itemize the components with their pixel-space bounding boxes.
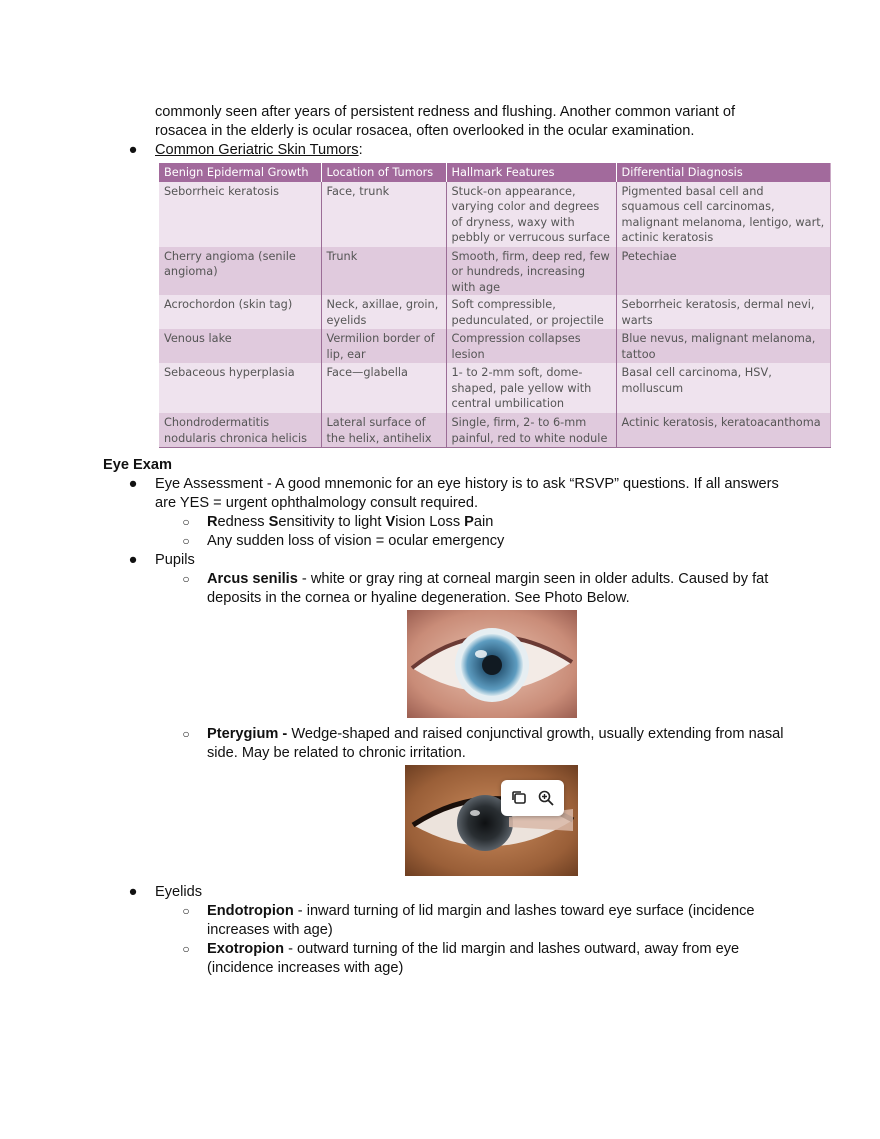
exotropion-line-2: (incidence increases with age): [207, 960, 404, 976]
pterygium-line-2: side. May be related to chronic irritation.: [207, 745, 466, 761]
eyelids-label: Eyelids: [155, 884, 203, 900]
table-cell: Acrochordon (skin tag): [159, 295, 321, 329]
table-cell: Single, firm, 2- to 6-mm painful, red to white nodule: [446, 413, 616, 447]
exotropion-line-1: Exotropion - outward turning of the lid margin and lashes outward, away from eye: [207, 941, 740, 957]
skin-tumors-table: [159, 163, 831, 448]
table-header-cell: Location of Tumors: [321, 163, 446, 182]
table-cell: Seborrheic keratosis, dermal nevi, warts: [616, 295, 830, 329]
table-cell: Neck, axillae, groin, eyelids: [321, 295, 446, 329]
pterygium-line-1: Pterygium - Wedge-shaped and raised conjunctival growth, usually extending from nasal: [207, 726, 784, 742]
table-cell: Face—glabella: [321, 363, 446, 413]
table-cell: Lateral surface of the helix, antihelix: [321, 413, 446, 447]
sub-bullet-icon: ○: [182, 727, 190, 741]
bullet-icon: ●: [128, 552, 138, 568]
table-cell: Cherry angioma (senile angioma): [159, 247, 321, 296]
table-row: [159, 182, 830, 247]
table-cell: Actinic keratosis, keratoacanthoma: [616, 413, 830, 447]
sub-bullet-icon: ○: [182, 534, 190, 548]
arcus-line-1: Arcus senilis - white or gray ring at corneal margin seen in older adults. Caused by fat: [207, 571, 769, 587]
table-cell: Vermilion border of lip, ear: [321, 329, 446, 363]
assessment-line-1: Eye Assessment - A good mnemonic for an eye history is to ask “RSVP” questions. If all answers: [155, 476, 779, 492]
zoom-in-icon[interactable]: [537, 789, 555, 807]
intro-line-1: commonly seen after years of persistent redness and flushing. Another common variant of: [155, 104, 735, 120]
section-heading: Eye Exam: [103, 457, 172, 473]
table-cell: Pigmented basal cell and squamous cell carcinomas, malignant melanoma, lentigo, wart, actinic keratosis: [616, 182, 830, 247]
table-cell: Soft compressible, pedunculated, or projectile: [446, 295, 616, 329]
sub-bullet-icon: ○: [182, 515, 190, 529]
table-cell: Stuck-on appearance, varying color and degrees of dryness, waxy with pebbly or verrucous surface: [446, 182, 616, 247]
table-cell: Face, trunk: [321, 182, 446, 247]
table-cell: 1- to 2-mm soft, dome-shaped, pale yellow with central umbilication: [446, 363, 616, 413]
assessment-line-2: are YES = urgent ophthalmology consult required.: [155, 495, 479, 511]
rsvp-mnemonic: Redness Sensitivity to light Vision Loss Pain: [207, 514, 494, 530]
table-cell: Sebaceous hyperplasia: [159, 363, 321, 413]
table-cell: Basal cell carcinoma, HSV, molluscum: [616, 363, 830, 413]
tumors-label: Common Geriatric Skin Tumors:: [155, 142, 363, 158]
table-row: [159, 329, 830, 363]
table-header-cell: Hallmark Features: [446, 163, 616, 182]
table-row: [159, 295, 830, 329]
table-cell: Seborrheic keratosis: [159, 182, 321, 247]
bullet-icon: ●: [128, 884, 138, 900]
intro-line-2: rosacea in the elderly is ocular rosacea, often overlooked in the ocular examination.: [155, 123, 695, 139]
endotropion-line-1: Endotropion - inward turning of lid margin and lashes toward eye surface (incidence: [207, 903, 755, 919]
endotropion-line-2: increases with age): [207, 922, 333, 938]
arcus-line-2: deposits in the cornea or hyaline degeneration. See Photo Below.: [207, 590, 630, 606]
table-row: [159, 413, 830, 447]
table-row: [159, 363, 830, 413]
bullet-icon: ●: [128, 476, 138, 492]
table-cell: Trunk: [321, 247, 446, 296]
table-cell: Petechiae: [616, 247, 830, 296]
table-cell: Chondrodermatitis nodularis chronica helicis: [159, 413, 321, 447]
table-cell: Compression collapses lesion: [446, 329, 616, 363]
table-header-row: [159, 163, 830, 182]
table-header-cell: Differential Diagnosis: [616, 163, 830, 182]
sub-bullet-icon: ○: [182, 904, 190, 918]
table-row: [159, 247, 830, 296]
sub-bullet-icon: ○: [182, 572, 190, 586]
table-cell: Venous lake: [159, 329, 321, 363]
copy-icon[interactable]: [510, 789, 528, 807]
tumors-link[interactable]: Common Geriatric Skin Tumors: [155, 142, 359, 158]
image-toolbar: [501, 780, 564, 816]
emergency-note: Any sudden loss of vision = ocular emergency: [207, 533, 505, 549]
table-header-cell: Benign Epidermal Growth: [159, 163, 321, 182]
sub-bullet-icon: ○: [182, 942, 190, 956]
table-cell: Blue nevus, malignant melanoma, tattoo: [616, 329, 830, 363]
arcus-senilis-photo: [407, 610, 577, 718]
pupils-label: Pupils: [155, 552, 195, 568]
table-cell: Smooth, firm, deep red, few or hundreds, increasing with age: [446, 247, 616, 296]
bullet-icon: ●: [128, 142, 138, 158]
